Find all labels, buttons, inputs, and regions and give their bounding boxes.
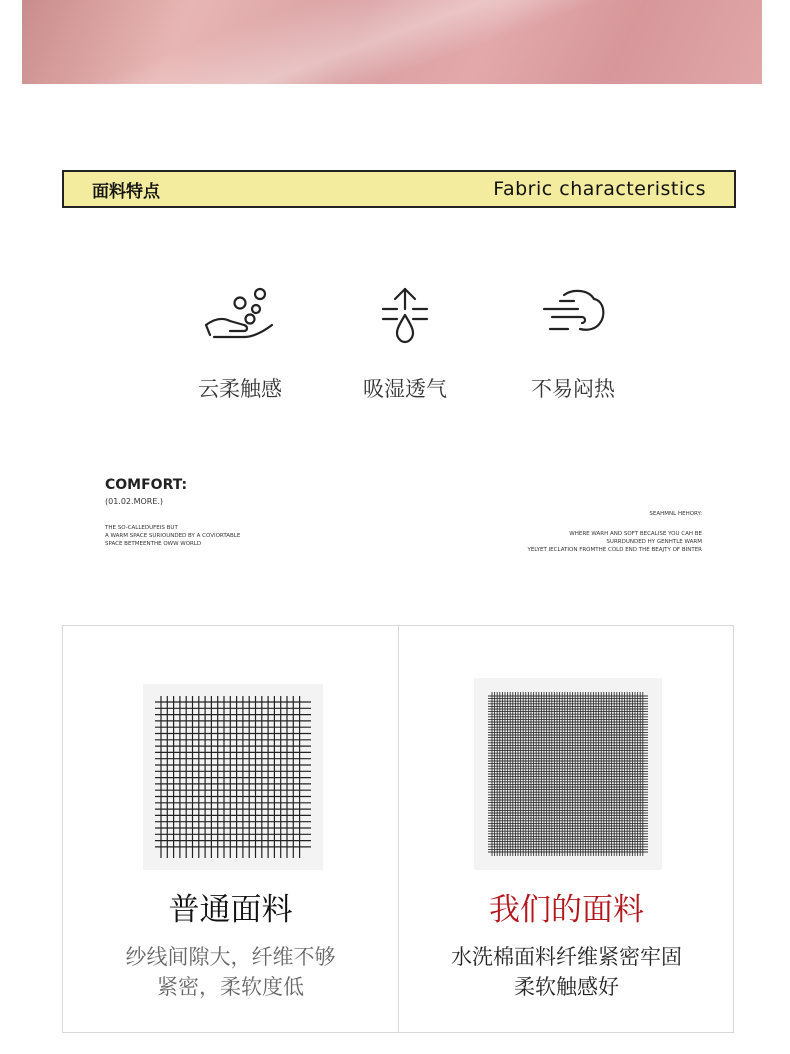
comfort-paragraph: THE SO-CALLEDUFEIS BUT A WARM SPACE SURIOUNDED BY A COVIORTABLE SPACE BETMEENTHE OWW WORLD xyxy=(105,525,241,547)
ordinary-fabric-title: 普通面料 xyxy=(168,892,293,928)
section-title-zh: 面料特点 xyxy=(92,181,160,202)
feature-label: 不易闷热 xyxy=(531,377,615,401)
loose-weave-swatch xyxy=(143,684,323,870)
hero-fabric-photo xyxy=(22,0,762,84)
feature-breathable xyxy=(325,285,485,403)
fabric-comparison xyxy=(62,625,734,1033)
section-header-band xyxy=(62,170,736,208)
section-title-en: Fabric characteristics xyxy=(493,178,706,200)
ordinary-fabric-card xyxy=(63,626,398,1032)
comfort-sub: (01.02.MORE.) xyxy=(105,497,164,506)
comfort-heading: COMFORT: xyxy=(105,477,188,493)
feature-not-stuffy xyxy=(493,285,653,403)
feature-label: 吸湿透气 xyxy=(363,377,447,401)
our-fabric-desc: 水洗棉面料纤维紧密牢固 柔软触感好 xyxy=(451,945,682,999)
feature-label: 云柔触感 xyxy=(198,377,282,401)
our-fabric-card xyxy=(399,626,734,1032)
airflow-cloud-icon xyxy=(538,285,608,345)
loose-weave-icon xyxy=(143,684,323,870)
our-fabric-title: 我们的面料 xyxy=(489,892,644,928)
dense-weave-swatch xyxy=(474,678,662,870)
ordinary-fabric-desc: 纱线间隙大，纤维不够 紧密，柔软度低 xyxy=(125,945,336,999)
moisture-drop-icon xyxy=(375,285,435,345)
right-text-block xyxy=(527,510,702,554)
dense-weave-icon xyxy=(474,678,662,870)
feature-soft-touch xyxy=(160,285,320,403)
fabric-sheen xyxy=(22,0,762,84)
right-paragraph: WHERE WARH AND SOFT BECALISE YOU CAH BE SURRDUNDED HY GENHTLE WARM YELYET IECLATION FROMTHE COLD END THE BEAJTY OF BINTER xyxy=(527,531,702,553)
hand-bubbles-icon xyxy=(200,285,280,345)
right-heading: SEAHMNL HEHORY: xyxy=(649,511,702,517)
comfort-text-block xyxy=(105,477,305,548)
